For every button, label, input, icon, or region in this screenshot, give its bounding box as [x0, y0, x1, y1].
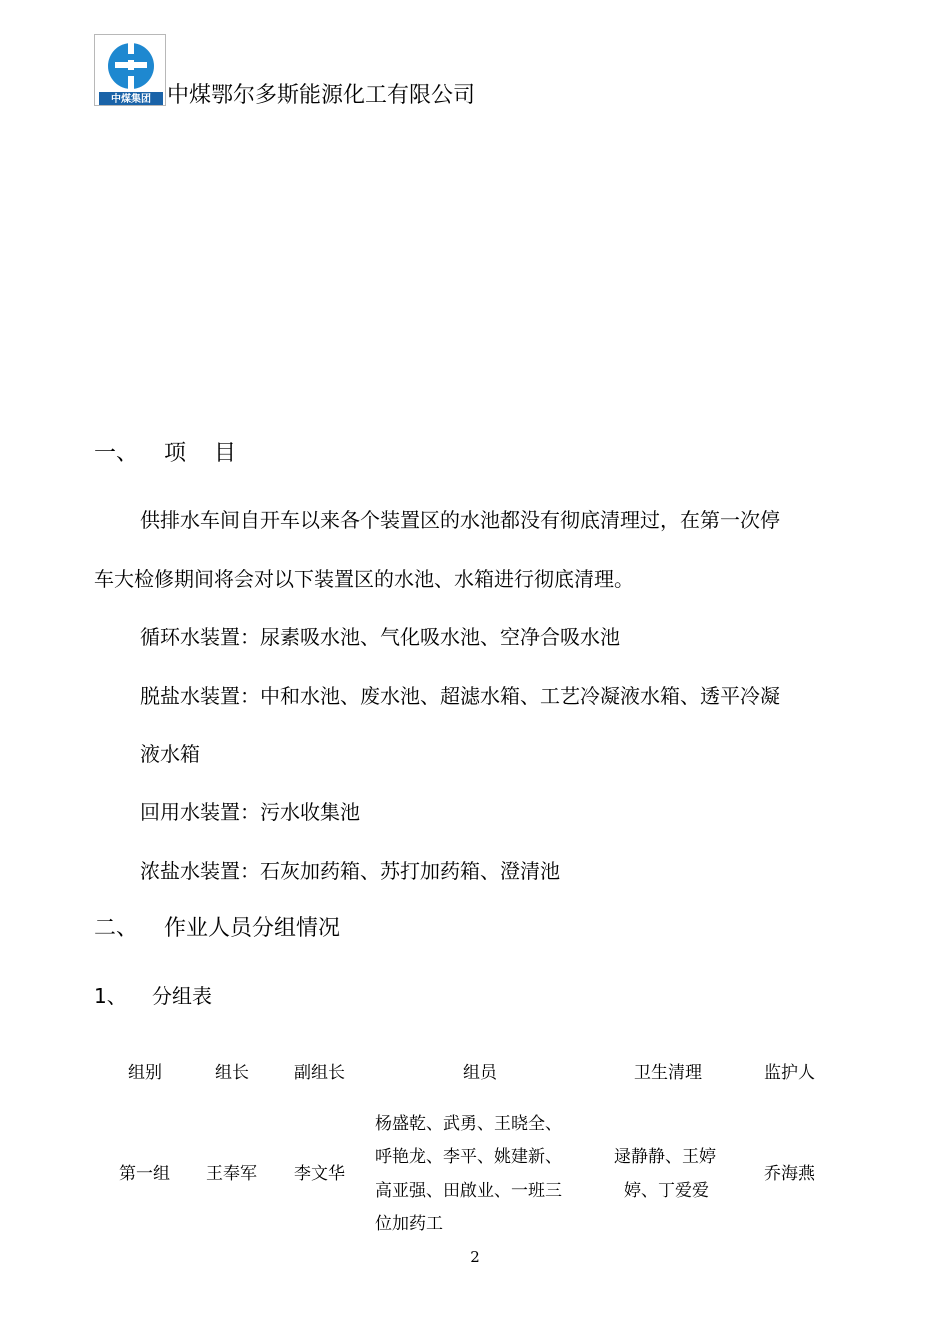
- section2-number: 二、: [94, 916, 139, 941]
- logo-inner-bottom: [122, 70, 140, 76]
- logo-inner-top: [122, 54, 140, 60]
- item-reuse-water: 回用水装置：污水收集池: [140, 800, 360, 824]
- item-circulating-water: 循环水装置：尿素吸水池、气化吸水池、空净合吸水池: [140, 625, 620, 649]
- table-header-group: 组别: [128, 1063, 162, 1083]
- section1-paragraph-line2: 车大检修期间将会对以下装置区的水池、水箱进行彻底清理。: [94, 567, 634, 591]
- table-cell-members-line2: 呼艳龙、李平、姚建新、: [375, 1147, 562, 1167]
- section1-paragraph-line1: 供排水车间自开车以来各个装置区的水池都没有彻底清理过，在第一次停: [140, 508, 780, 532]
- table-cell-members-line1: 杨盛乾、武勇、王晓全、: [375, 1114, 562, 1134]
- table-cell-leader: 王奉军: [206, 1164, 257, 1184]
- company-name: 中煤鄂尔多斯能源化工有限公司: [167, 83, 476, 108]
- table-header-members: 组员: [463, 1063, 497, 1083]
- logo-text: 中煤集团: [111, 94, 151, 105]
- logo-cross: [115, 62, 147, 68]
- table-cell-members-line3: 高亚强、田啟业、一班三: [375, 1181, 562, 1201]
- page-number: 2: [470, 1248, 480, 1266]
- table-cell-group: 第一组: [119, 1164, 170, 1184]
- section2-title: 作业人员分组情况: [164, 916, 341, 941]
- section1-title: 项 目: [164, 441, 236, 466]
- table-header-leader: 组长: [215, 1063, 249, 1083]
- logo-mark: [95, 35, 167, 107]
- subsection1-title: 分组表: [152, 984, 212, 1008]
- section1-number: 一、: [94, 441, 139, 466]
- table-cell-guardian: 乔海燕: [764, 1164, 815, 1184]
- table-header-cleaning: 卫生清理: [634, 1063, 702, 1083]
- company-logo: [94, 34, 166, 106]
- table-header-guardian: 监护人: [764, 1063, 815, 1083]
- item-desalted-water-cont: 液水箱: [140, 742, 200, 766]
- table-cell-deputy: 李文华: [294, 1164, 345, 1184]
- subsection1-number: 1、: [94, 984, 127, 1008]
- table-cell-cleaning-line2: 婷、丁爱爱: [624, 1181, 709, 1201]
- item-brine-water: 浓盐水装置：石灰加药箱、苏打加药箱、澄清池: [140, 859, 560, 883]
- table-cell-cleaning-line1: 逯静静、王婷: [614, 1147, 716, 1167]
- table-cell-members-line4: 位加药工: [375, 1214, 443, 1234]
- item-desalted-water: 脱盐水装置：中和水池、废水池、超滤水箱、工艺冷凝液水箱、透平冷凝: [140, 684, 780, 708]
- table-header-deputy: 副组长: [294, 1063, 345, 1083]
